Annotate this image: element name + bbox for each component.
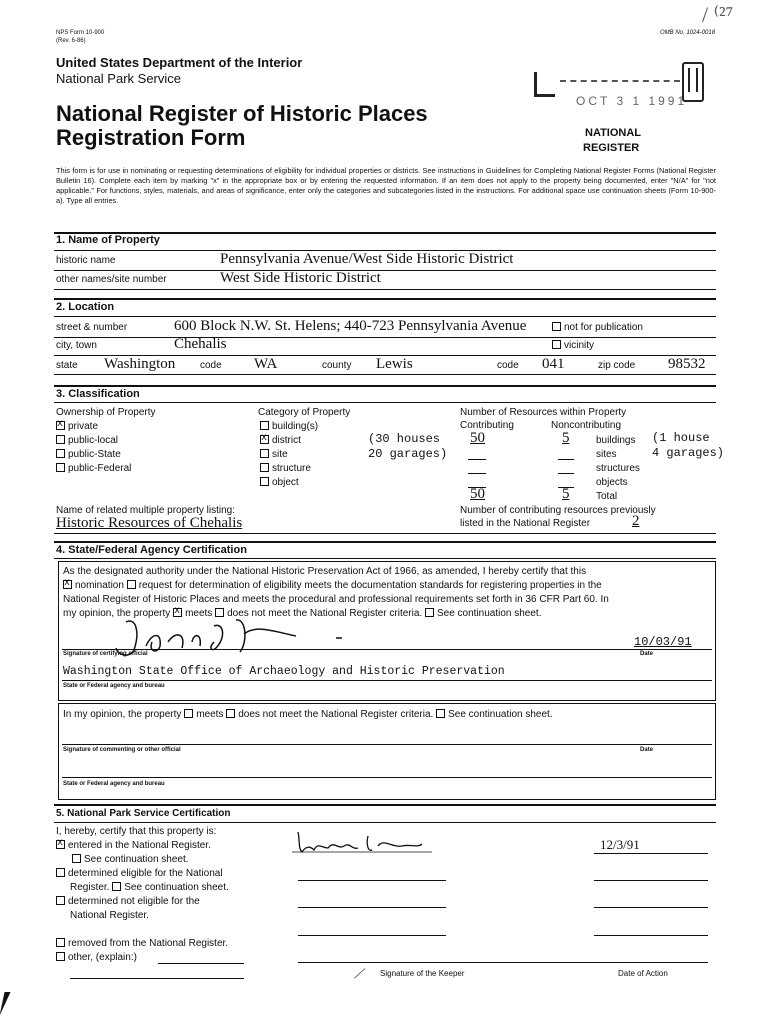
form-id: NPS Form 10-900 <box>56 30 105 36</box>
cat-site: site <box>260 449 288 460</box>
previously-listed-label2: listed in the National Register <box>460 518 591 529</box>
nps-determined-eligible-2: Register. See continuation sheet. <box>70 882 229 893</box>
op-doesnot-checkbox[interactable] <box>226 709 235 718</box>
opinion-line: In my opinion, the property meets does not meet the National Register criteria. See continuation sheet. <box>63 709 553 720</box>
own-state-checkbox[interactable] <box>56 449 65 458</box>
other-names-label: other names/site number <box>56 274 167 285</box>
agency-name: National Park Service <box>56 71 181 86</box>
cert-cont-checkbox[interactable] <box>425 608 434 617</box>
date-of-action-label: Date of Action <box>618 969 668 978</box>
cat-object: object <box>260 477 299 488</box>
cert-line1: As the designated authority under the National Historic Preservation Act of 1966, as amended, I hereby certify that this <box>63 566 587 577</box>
row-objects: objects <box>596 477 628 488</box>
county-value: Lewis <box>376 356 413 372</box>
nps-not-eligible-2: National Register. <box>70 910 149 921</box>
stamp-register: REGISTER <box>583 142 640 154</box>
op-cont-checkbox[interactable] <box>436 709 445 718</box>
noncontrib-buildings: 5 <box>562 430 570 446</box>
request-checkbox[interactable] <box>127 580 136 589</box>
cat-structure-checkbox[interactable] <box>260 463 269 472</box>
section1-title: 1. Name of Property <box>56 234 160 246</box>
resources-heading: Number of Resources within Property <box>460 407 627 418</box>
contrib-note-houses: (30 houses <box>368 432 441 446</box>
multiple-listing-label: Name of related multiple property listing: <box>56 505 235 516</box>
nps-entered: xentered in the National Register. <box>56 840 211 851</box>
historic-name-label: historic name <box>56 255 116 266</box>
own-private: xprivate <box>56 421 98 432</box>
other-names-value: West Side Historic District <box>220 270 381 286</box>
form-title-line1: National Register of Historic Places <box>56 101 428 126</box>
nps-not-eligible: determined not eligible for the <box>56 896 200 907</box>
cat-building: building(s) <box>260 421 318 432</box>
not-eligible-checkbox[interactable] <box>56 896 65 905</box>
contributing-heading: Contributing <box>460 420 514 431</box>
nps-see-cont-1: See continuation sheet. <box>72 854 189 865</box>
op-meets-checkbox[interactable] <box>184 709 193 718</box>
cert-agency-label: State or Federal agency and bureau <box>63 683 165 689</box>
category-heading: Category of Property <box>258 407 351 418</box>
commenting-agency-label: State or Federal agency and bureau <box>63 781 165 787</box>
nps-intro: I, hereby, certify that this property is: <box>56 826 217 837</box>
state-value: Washington <box>104 356 176 372</box>
cat-district: xdistrict <box>260 435 301 446</box>
cert-line4: my opinion, the property x meets does not meet the National Register criteria. See continuation sheet. <box>63 608 542 619</box>
cert-date-value: 10/03/91 <box>634 635 692 649</box>
row-structures: structures <box>596 463 640 474</box>
state-label: state <box>56 360 78 371</box>
nps-other: other, (explain:) <box>56 952 137 963</box>
county-code-label: code <box>497 360 519 371</box>
street-label: street & number <box>56 322 128 333</box>
keeper-date-value: 12/3/91 <box>600 837 640 852</box>
nps-removed: removed from the National Register. <box>56 938 228 949</box>
previously-listed-label1: Number of contributing resources previously <box>460 505 656 516</box>
historic-name-value: Pennsylvania Avenue/West Side Historic District <box>220 251 514 267</box>
own-public-state: public-State <box>56 449 121 460</box>
see-cont-1-checkbox[interactable] <box>72 854 81 863</box>
section5-title: 5. National Park Service Certification <box>56 808 231 819</box>
section4-title: 4. State/Federal Agency Certification <box>56 544 247 556</box>
street-value: 600 Block N.W. St. Helens; 440-723 Pennsylvania Avenue <box>174 318 527 334</box>
contrib-total: 50 <box>470 486 485 502</box>
ownership-heading: Ownership of Property <box>56 407 156 418</box>
nps-determined-eligible: determined eligible for the National <box>56 868 223 879</box>
form-rev: (Rev. 6-86) <box>56 38 86 44</box>
not-for-publication-checkbox[interactable] <box>552 322 561 331</box>
determined-eligible-checkbox[interactable] <box>56 868 65 877</box>
cat-object-checkbox[interactable] <box>260 477 269 486</box>
county-label: county <box>322 360 352 371</box>
omb-number: OMB No. 1024-0018 <box>660 30 716 36</box>
stamp-national: NATIONAL <box>585 127 642 139</box>
own-local-checkbox[interactable] <box>56 435 65 444</box>
noncontrib-note-garages: 4 garages) <box>652 446 725 460</box>
own-public-federal: public-Federal <box>56 463 131 474</box>
cert-date-label: Date <box>640 651 654 657</box>
commenting-date-label: Date <box>640 747 654 753</box>
zip-label: zip code <box>598 360 636 371</box>
county-code-value: 041 <box>542 356 565 372</box>
noncontrib-total: 5 <box>562 486 570 502</box>
noncontrib-note-house: (1 house <box>652 431 710 445</box>
cert-line2: xnomination request for determination of eligibility meets the documentation standards for registering properties in the <box>63 580 602 591</box>
vicinity-checkbox[interactable] <box>552 340 561 349</box>
scan-corner-mark-icon <box>0 992 11 1016</box>
own-federal-checkbox[interactable] <box>56 463 65 472</box>
row-sites: sites <box>596 449 617 460</box>
city-value: Chehalis <box>174 336 227 352</box>
zip-value: 98532 <box>668 356 706 372</box>
section3-title: 3. Classification <box>56 388 140 400</box>
own-private-checkbox[interactable] <box>56 421 65 430</box>
state-code-value: WA <box>254 356 278 372</box>
keeper-signature-label: Signature of the Keeper <box>380 969 465 978</box>
entered-checkbox[interactable] <box>56 840 65 849</box>
stamp-date: OCT 3 1 1991 <box>576 94 688 108</box>
form-title-line2: Registration Form <box>56 125 246 150</box>
see-cont-2-checkbox[interactable] <box>112 882 121 891</box>
cert-line3: National Register of Historic Places and meets the procedural and professional requirements set forth in 36 CFR Part 60. In <box>63 594 609 605</box>
handwritten-mark: / ⁽²⁷ <box>702 2 734 27</box>
cat-structure: structure <box>260 463 311 474</box>
not-for-publication: not for publication <box>552 322 643 333</box>
keeper-signature <box>292 828 442 856</box>
section2-title: 2. Location <box>56 301 115 313</box>
commenting-signature-label: Signature of commenting or other official <box>63 747 181 753</box>
removed-checkbox[interactable] <box>56 938 65 947</box>
own-public-local: public-local <box>56 435 118 446</box>
noncontributing-heading: Noncontributing <box>551 420 622 431</box>
state-code-label: code <box>200 360 222 371</box>
contrib-buildings: 50 <box>470 430 485 446</box>
contrib-note-garages: 20 garages) <box>368 447 448 461</box>
keeper-initials-icon: ⟋ <box>354 966 364 981</box>
vicinity: vicinity <box>552 340 594 351</box>
instructions-text: This form is for use in nominating or requesting determinations of eligibility for individual properties or districts. See instructions in Guidelines for Completing National Register Forms (National Register Bulletin 16). Complete each item by marking "x" in the appropriate box or by entering the requested information. If an item does not apply to the property being documented, enter "N/A" for "not applicable." For functions, styles, materials, and areas of significance, enter only the categories and subcategories listed in the instructions. For additional space use continuation sheets (Form 10-900-a). Type all entries. <box>56 166 716 205</box>
nomination-checkbox[interactable] <box>63 580 72 589</box>
cert-agency-value: Washington State Office of Archaeology and Historic Preservation <box>63 665 505 678</box>
received-stamp <box>532 50 718 110</box>
row-total: Total <box>596 491 618 502</box>
previously-listed-value: 2 <box>632 513 640 529</box>
cat-site-checkbox[interactable] <box>260 449 269 458</box>
other-checkbox[interactable] <box>56 952 65 961</box>
multiple-listing-value: Historic Resources of Chehalis <box>56 515 243 531</box>
cat-district-checkbox[interactable] <box>260 435 269 444</box>
row-buildings: buildings <box>596 435 636 446</box>
cat-building-checkbox[interactable] <box>260 421 269 430</box>
department-name: United States Department of the Interior <box>56 55 303 70</box>
city-label: city, town <box>56 340 97 351</box>
cert-signature-label: Signature of certifying official <box>63 651 148 657</box>
